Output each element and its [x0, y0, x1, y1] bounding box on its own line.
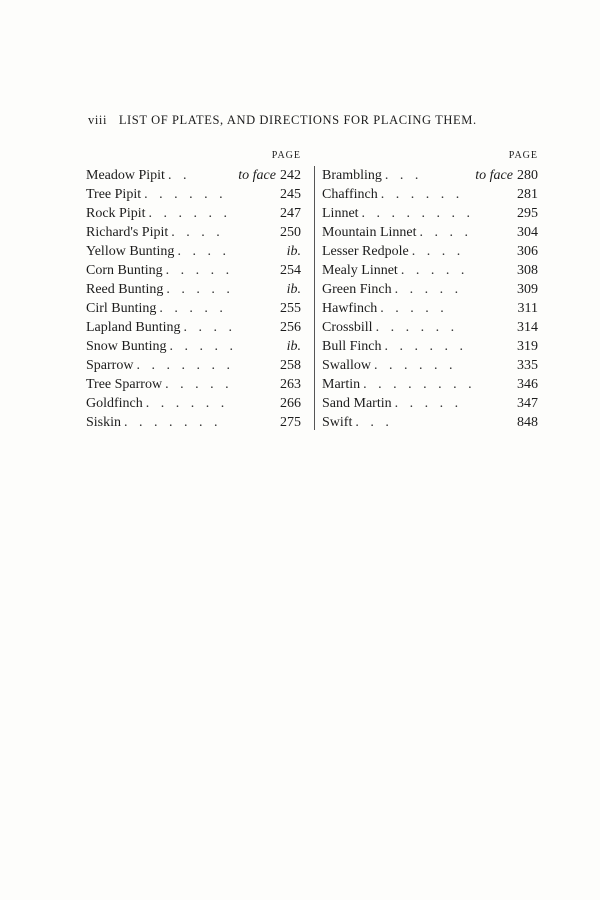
plate-page-number: ib. [286, 244, 301, 259]
dot-leader: . . . . . . [384, 339, 468, 354]
dot-leader: . . . . [177, 244, 230, 259]
plate-entry [322, 166, 538, 185]
page-column-label: PAGE [508, 150, 538, 161]
plate-entry [322, 280, 538, 299]
dot-leader: . . . . . . . [124, 415, 222, 430]
placement-note: to face [475, 168, 513, 183]
dot-leader: . . . . . [166, 282, 234, 297]
plate-page-number: 280 [517, 168, 538, 183]
plate-name: Snow Bunting [86, 339, 167, 354]
plate-entry [86, 166, 301, 185]
dot-leader: . . . . . . [145, 396, 229, 411]
plate-rows-left [86, 166, 301, 432]
plate-page-number: 304 [517, 225, 538, 240]
plate-name: Corn Bunting [86, 263, 163, 278]
plate-page-number: 347 [517, 396, 538, 411]
dot-leader: . . . . . . . [136, 358, 234, 373]
plate-name: Mountain Linnet [322, 225, 417, 240]
plate-entry [322, 375, 538, 394]
plate-name: Sparrow [86, 358, 134, 373]
dot-leader: . . . . . [400, 263, 469, 278]
plate-name: Yellow Bunting [86, 244, 175, 259]
plate-entry [86, 375, 301, 394]
plate-page-number: 258 [280, 358, 301, 373]
plate-page-number: 319 [517, 339, 538, 354]
plate-page-number: ib. [286, 339, 301, 354]
plate-name: Crossbill [322, 320, 373, 335]
dot-leader: . . . . [183, 320, 236, 335]
plate-name: Swift [322, 415, 353, 430]
plate-page-number: 247 [280, 206, 301, 221]
page-number: viii [88, 113, 108, 127]
page-column-label: PAGE [271, 150, 301, 161]
plate-page-number: 314 [517, 320, 538, 335]
plate-entry [322, 337, 538, 356]
column-divider [314, 166, 315, 430]
dot-leader: . . . [384, 168, 423, 183]
dot-leader: . . [167, 168, 191, 183]
plate-entry [86, 337, 301, 356]
plate-name: Swallow [322, 358, 371, 373]
dot-leader: . . . . . [169, 339, 238, 354]
plate-entry [322, 299, 538, 318]
plate-name: Tree Sparrow [86, 377, 163, 392]
plate-name: Tree Pipit [86, 187, 142, 202]
plate-name: Rock Pipit [86, 206, 146, 221]
plate-page-number: 295 [517, 206, 538, 221]
plate-entry [86, 299, 301, 318]
plate-page-number: 255 [280, 301, 301, 316]
plate-name: Reed Bunting [86, 282, 164, 297]
plate-entry [322, 242, 538, 261]
dot-leader: . . . [355, 415, 393, 430]
plate-page-number: 346 [517, 377, 538, 392]
plate-page-number: 281 [517, 187, 538, 202]
plate-page-number: 256 [280, 320, 301, 335]
dot-leader: . . . . . [165, 263, 234, 278]
plate-page-number: 245 [280, 187, 301, 202]
dot-leader: . . . . . . [144, 187, 227, 202]
plate-entry [86, 242, 301, 261]
plate-entry [86, 318, 301, 337]
plates-list-right [322, 150, 538, 432]
plate-name: Mealy Linnet [322, 263, 398, 278]
plate-page-number: 311 [517, 301, 538, 316]
plate-page-number: 250 [280, 225, 301, 240]
plate-rows-right [322, 166, 538, 432]
plate-name: Brambling [322, 168, 382, 183]
plate-page-number: 254 [280, 263, 301, 278]
plate-name: Lapland Bunting [86, 320, 181, 335]
page-title: LIST OF PLATES, AND DIRECTIONS FOR PLACING THEM. [118, 113, 477, 127]
plate-entry [86, 223, 301, 242]
plate-entry [322, 413, 538, 432]
plate-name: Goldfinch [86, 396, 143, 411]
dot-leader: . . . . [411, 244, 465, 259]
plates-list-left [86, 150, 301, 432]
plate-page-number: 266 [280, 396, 301, 411]
plate-name: Linnet [322, 206, 359, 221]
plate-entry [322, 261, 538, 280]
dot-leader: . . . . . [394, 282, 463, 297]
plate-entry [322, 204, 538, 223]
plate-entry [322, 223, 538, 242]
plate-name: Green Finch [322, 282, 392, 297]
plate-entry [322, 356, 538, 375]
plate-page-number: 309 [517, 282, 538, 297]
plate-name: Bull Finch [322, 339, 382, 354]
dot-leader: . . . . [171, 225, 224, 240]
dot-leader: . . . . . . [380, 187, 464, 202]
dot-leader: . . . . . [394, 396, 463, 411]
plate-entry [86, 394, 301, 413]
plate-name: Martin [322, 377, 361, 392]
running-header [88, 113, 508, 128]
dot-leader: . . . . [419, 225, 472, 240]
dot-leader: . . . . . [380, 301, 448, 316]
dot-leader: . . . . . . [374, 358, 457, 373]
plate-page-number: 848 [517, 415, 538, 430]
placement-note: to face [238, 168, 276, 183]
plate-entry [322, 318, 538, 337]
plate-entry [86, 356, 301, 375]
plate-page-number: 308 [517, 263, 538, 278]
plate-name: Chaffinch [322, 187, 378, 202]
dot-leader: . . . . . . [375, 320, 459, 335]
plate-name: Meadow Pipit [86, 168, 165, 183]
dot-leader: . . . . . . [148, 206, 232, 221]
plate-entry [86, 185, 301, 204]
plate-page-number: 275 [280, 415, 301, 430]
plate-page-number: 263 [280, 377, 301, 392]
plate-entry [86, 204, 301, 223]
plate-entry [86, 280, 301, 299]
plate-entry [322, 185, 538, 204]
dot-leader: . . . . . [165, 377, 233, 392]
dot-leader: . . . . . [159, 301, 227, 316]
plate-page-number: 242 [280, 168, 301, 183]
plate-entry [86, 413, 301, 432]
plate-page-number: ib. [286, 282, 301, 297]
dot-leader: . . . . . . . . [361, 206, 475, 221]
plate-name: Cirl Bunting [86, 301, 157, 316]
plate-entry [86, 261, 301, 280]
plate-name: Richard's Pipit [86, 225, 169, 240]
plate-name: Hawfinch [322, 301, 378, 316]
dot-leader: . . . . . . . . [363, 377, 476, 392]
plate-name: Lesser Redpole [322, 244, 409, 259]
plate-entry [322, 394, 538, 413]
plate-name: Siskin [86, 415, 122, 430]
plate-page-number: 306 [517, 244, 538, 259]
plate-page-number: 335 [517, 358, 538, 373]
plate-name: Sand Martin [322, 396, 392, 411]
